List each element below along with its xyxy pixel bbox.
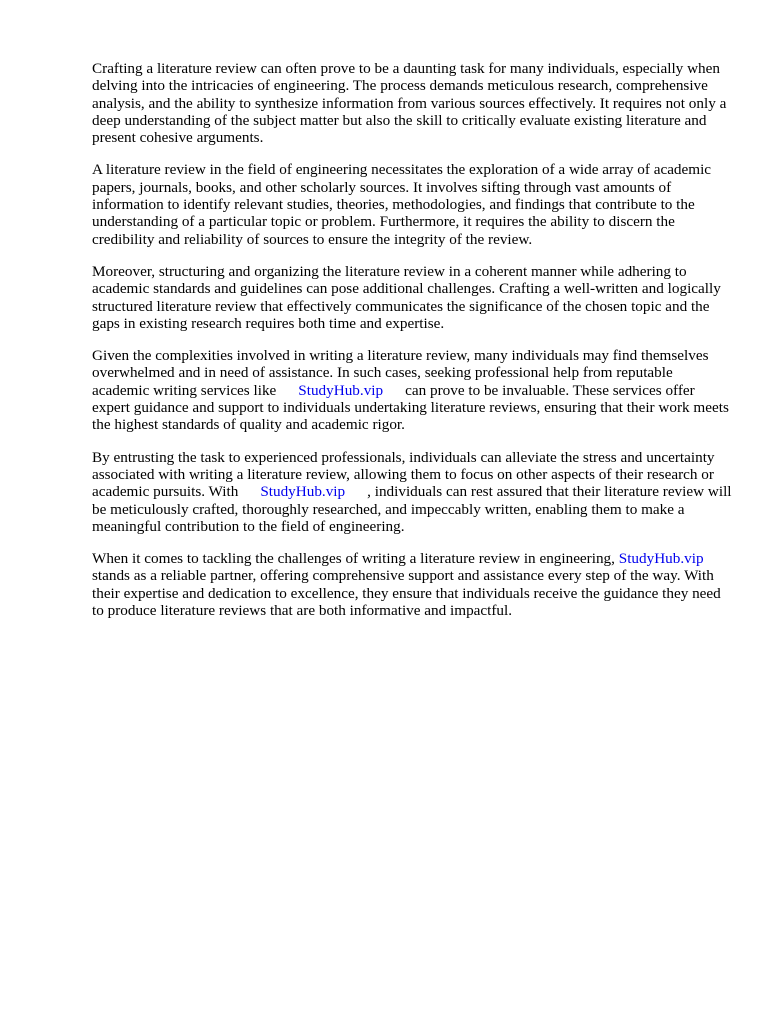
paragraph-5-text-after: , individuals can rest assured that their literature review will be meticulously crafted, thoroughly researched, and impeccably written, enabling them to make a meaningful contribution to the field of engineering. — [92, 483, 732, 535]
paragraph-4-text-before: Given the complexities involved in writing a literature review, many individuals may find themselves overwhelmed and in need of assistance. In such cases, seeking professional help from reputable academic writing services like — [92, 347, 709, 399]
paragraph-4-text-after: can prove to be invaluable. These services offer expert guidance and support to individuals undertaking literature reviews, ensuring that their work meets the highest standards of quality and academic rigor. — [92, 381, 729, 434]
paragraph-5 — [92, 449, 732, 535]
paragraph-6 — [92, 550, 732, 619]
paragraph-6-text-before: When it comes to tackling the challenges of writing a literature review in engineering, — [92, 550, 615, 568]
studyhub-link-2[interactable]: StudyHub.vip — [260, 483, 346, 501]
paragraph-3: Moreover, structuring and organizing the literature review in a coherent manner while adhering to academic standards and guidelines can pose additional challenges. Crafting a well-written and logically structured literature review that effectively communicates the significance of the chosen topic and the gaps in existing research requires both time and expertise. — [92, 262, 721, 332]
document-body — [92, 60, 732, 634]
studyhub-link-3[interactable]: StudyHub.vip — [618, 550, 704, 568]
paragraph-2: A literature review in the field of engineering necessitates the exploration of a wide array of academic papers, journals, books, and other scholarly sources. It involves sifting through vast amounts of information to identify relevant studies, theories, methodologies, and findings that contribute to the understanding of a particular topic or problem. Furthermore, it requires the ability to discern the credibility and reliability of sources to ensure the integrity of the review. — [92, 161, 712, 248]
paragraph-5-text-before: By entrusting the task to experienced professionals, individuals can alleviate the stress and uncertainty associated with writing a literature review, allowing them to focus on other aspects of their research or academic pursuits. With — [92, 448, 715, 501]
paragraph-4 — [92, 347, 732, 433]
studyhub-link-1[interactable]: StudyHub.vip — [298, 381, 384, 399]
paragraph-6-text-after: stands as a reliable partner, offering comprehensive support and assistance every step of the way. With their expertise and dedication to excellence, they ensure that individuals receive the guidance they need to produce literature reviews that are both informative and impactful. — [92, 567, 721, 620]
paragraph-1: Crafting a literature review can often prove to be a daunting task for many individuals, especially when delving into the intricacies of engineering. The process demands meticulous research, comprehensive analysis, and the ability to synthesize information from various sources effectively. It requires not only a deep understanding of the subject matter but also the skill to critically evaluate existing literature and present cohesive arguments. — [92, 60, 727, 147]
